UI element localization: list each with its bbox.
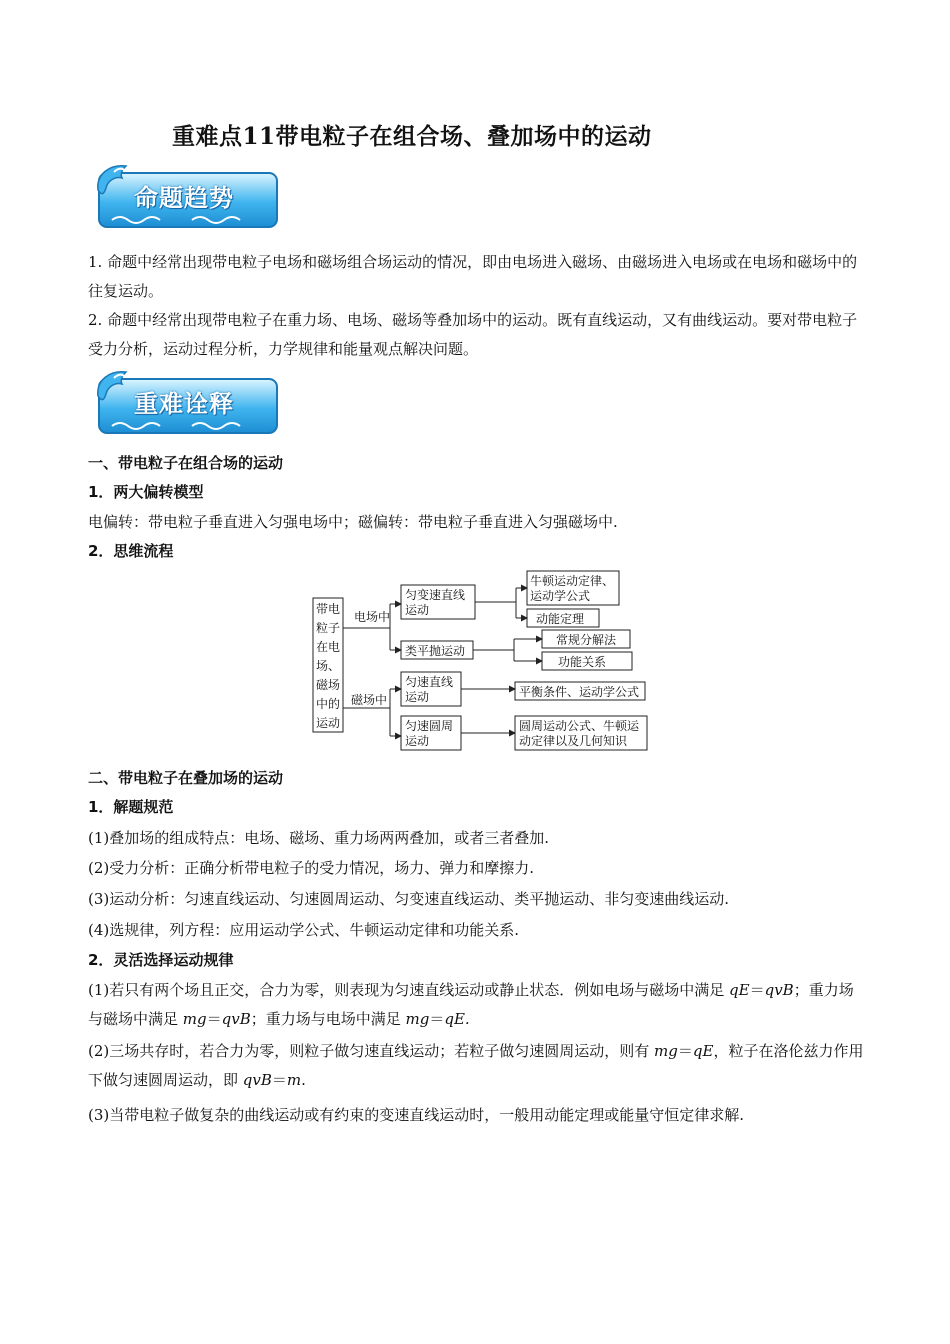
flow-e2: 类平抛运动 bbox=[405, 644, 466, 658]
rule2-text: (2)三场共存时，若合力为零，则粒子做匀速直线运动；若粒子做匀速圆周运动，则有 bbox=[88, 1042, 655, 1060]
equals: ＝ bbox=[429, 1010, 445, 1028]
section1-sub2: 2．思维流程 bbox=[88, 542, 174, 560]
flow-e1: 匀变速直线 bbox=[405, 588, 466, 602]
formula: qvB bbox=[221, 1010, 251, 1028]
flow-root-line: 粒子 bbox=[316, 621, 341, 635]
flow-m2: 运动 bbox=[405, 734, 430, 748]
rule1-text: (1)若只有两个场且正交，合力为零，则表现为匀速直线运动或静止状态．例如电场与磁场中满足 bbox=[88, 981, 730, 999]
formula: qE. bbox=[444, 1010, 470, 1028]
section2-item-4: (4)选规律，列方程：应用运动学公式、牛顿运动定律和功能关系. bbox=[88, 921, 520, 939]
equals: ＝ bbox=[271, 1071, 287, 1089]
flow-m2a: 动定律以及几何知识 bbox=[519, 734, 628, 748]
banner-label: 重难诠释 bbox=[134, 390, 234, 418]
section2-sub1: 1．解题规范 bbox=[88, 798, 174, 816]
flow-electric-label: 电场中 bbox=[354, 610, 391, 624]
flow-m1: 匀速直线 bbox=[405, 675, 454, 689]
formula: qE bbox=[729, 981, 750, 999]
equals: ＝ bbox=[749, 981, 765, 999]
flow-e1a: 牛顿运动定律、 bbox=[530, 574, 615, 588]
thinking-flow-diagram bbox=[310, 568, 655, 758]
flow-root-line: 带电 bbox=[316, 602, 341, 616]
section1-heading: 一、带电粒子在组合场的运动 bbox=[88, 454, 284, 472]
section1-sub1-text: 电偏转：带电粒子垂直进入匀强电场中；磁偏转：带电粒子垂直进入匀强磁场中. bbox=[88, 513, 618, 531]
banner-trend bbox=[92, 160, 284, 236]
trend-item-2: 2. 命题中经常出现带电粒子在重力场、电场、磁场等叠加场中的运动。既有直线运动，又有曲线运动。要对带电粒子受力分析，运动过程分析，力学规律和能量观点解决问题。 bbox=[88, 311, 858, 358]
formula: qE bbox=[692, 1042, 714, 1060]
flow-e1: 运动 bbox=[405, 603, 430, 617]
rule1-text: ；重力场与电场中满足 bbox=[250, 1010, 406, 1028]
rule-2 bbox=[88, 1037, 864, 1095]
rule-1 bbox=[88, 976, 864, 1034]
flow-root-line: 在电 bbox=[316, 640, 341, 654]
flow-m1: 运动 bbox=[405, 690, 430, 704]
banner-label: 命题趋势 bbox=[134, 184, 234, 212]
flow-root-line: 场、 bbox=[316, 659, 341, 673]
flow-e2b: 功能关系 bbox=[558, 655, 607, 669]
formula: mg bbox=[182, 1010, 207, 1028]
flow-root-line: 运动 bbox=[316, 716, 341, 730]
flow-e2a: 常规分解法 bbox=[556, 633, 617, 647]
flow-m1a: 平衡条件、运动学公式 bbox=[519, 685, 640, 699]
flow-e1a: 运动学公式 bbox=[530, 589, 591, 603]
section2-sub2: 2．灵活选择运动规律 bbox=[88, 951, 234, 969]
formula: mg bbox=[654, 1042, 678, 1060]
banner-explain bbox=[92, 366, 284, 442]
formula: qvB bbox=[242, 1071, 272, 1089]
formula: qvB bbox=[764, 981, 794, 999]
flow-magnetic-label: 磁场中 bbox=[351, 693, 388, 707]
section1-sub1: 1．两大偏转模型 bbox=[88, 483, 204, 501]
equals: ＝ bbox=[677, 1042, 693, 1060]
rule2-text: ，粒子在洛伦兹力作用下做匀速圆周运动，即 bbox=[88, 1042, 864, 1089]
flow-root-line: 磁场 bbox=[316, 678, 341, 692]
flow-root-line: 中的 bbox=[316, 697, 341, 711]
section2-item-1: (1)叠加场的组成特点：电场、磁场、重力场两两叠加，或者三者叠加. bbox=[88, 829, 550, 847]
flow-m2: 匀速圆周 bbox=[405, 719, 454, 733]
formula: mg bbox=[405, 1010, 430, 1028]
section2-item-3: (3)运动分析：匀速直线运动、匀速圆周运动、匀变速直线运动、类平抛运动、非匀变速曲线运动. bbox=[88, 890, 730, 908]
rule1-text: ；重力场与磁场中满足 bbox=[88, 981, 854, 1028]
rule2-text: . bbox=[301, 1071, 306, 1089]
equals: ＝ bbox=[206, 1010, 222, 1028]
section2-heading: 二、带电粒子在叠加场的运动 bbox=[88, 769, 284, 787]
trend-item-1: 1. 命题中经常出现带电粒子电场和磁场组合场运动的情况，即由电场进入磁场、由磁场进入电场或在电场和磁场中的往复运动。 bbox=[88, 253, 858, 300]
section2-item-2: (2)受力分析：正确分析带电粒子的受力情况，场力、弹力和摩擦力. bbox=[88, 859, 535, 877]
page-title: 重难点11带电粒子在组合场、叠加场中的运动 bbox=[172, 123, 652, 150]
formula: m bbox=[286, 1071, 302, 1089]
flow-e1b: 动能定理 bbox=[536, 612, 585, 626]
rule-3: (3)当带电粒子做复杂的曲线运动或有约束的变速直线运动时，一般用动能定理或能量守恒定律求解. bbox=[88, 1106, 745, 1124]
flow-m2a: 圆周运动公式、牛顿运 bbox=[519, 719, 640, 733]
